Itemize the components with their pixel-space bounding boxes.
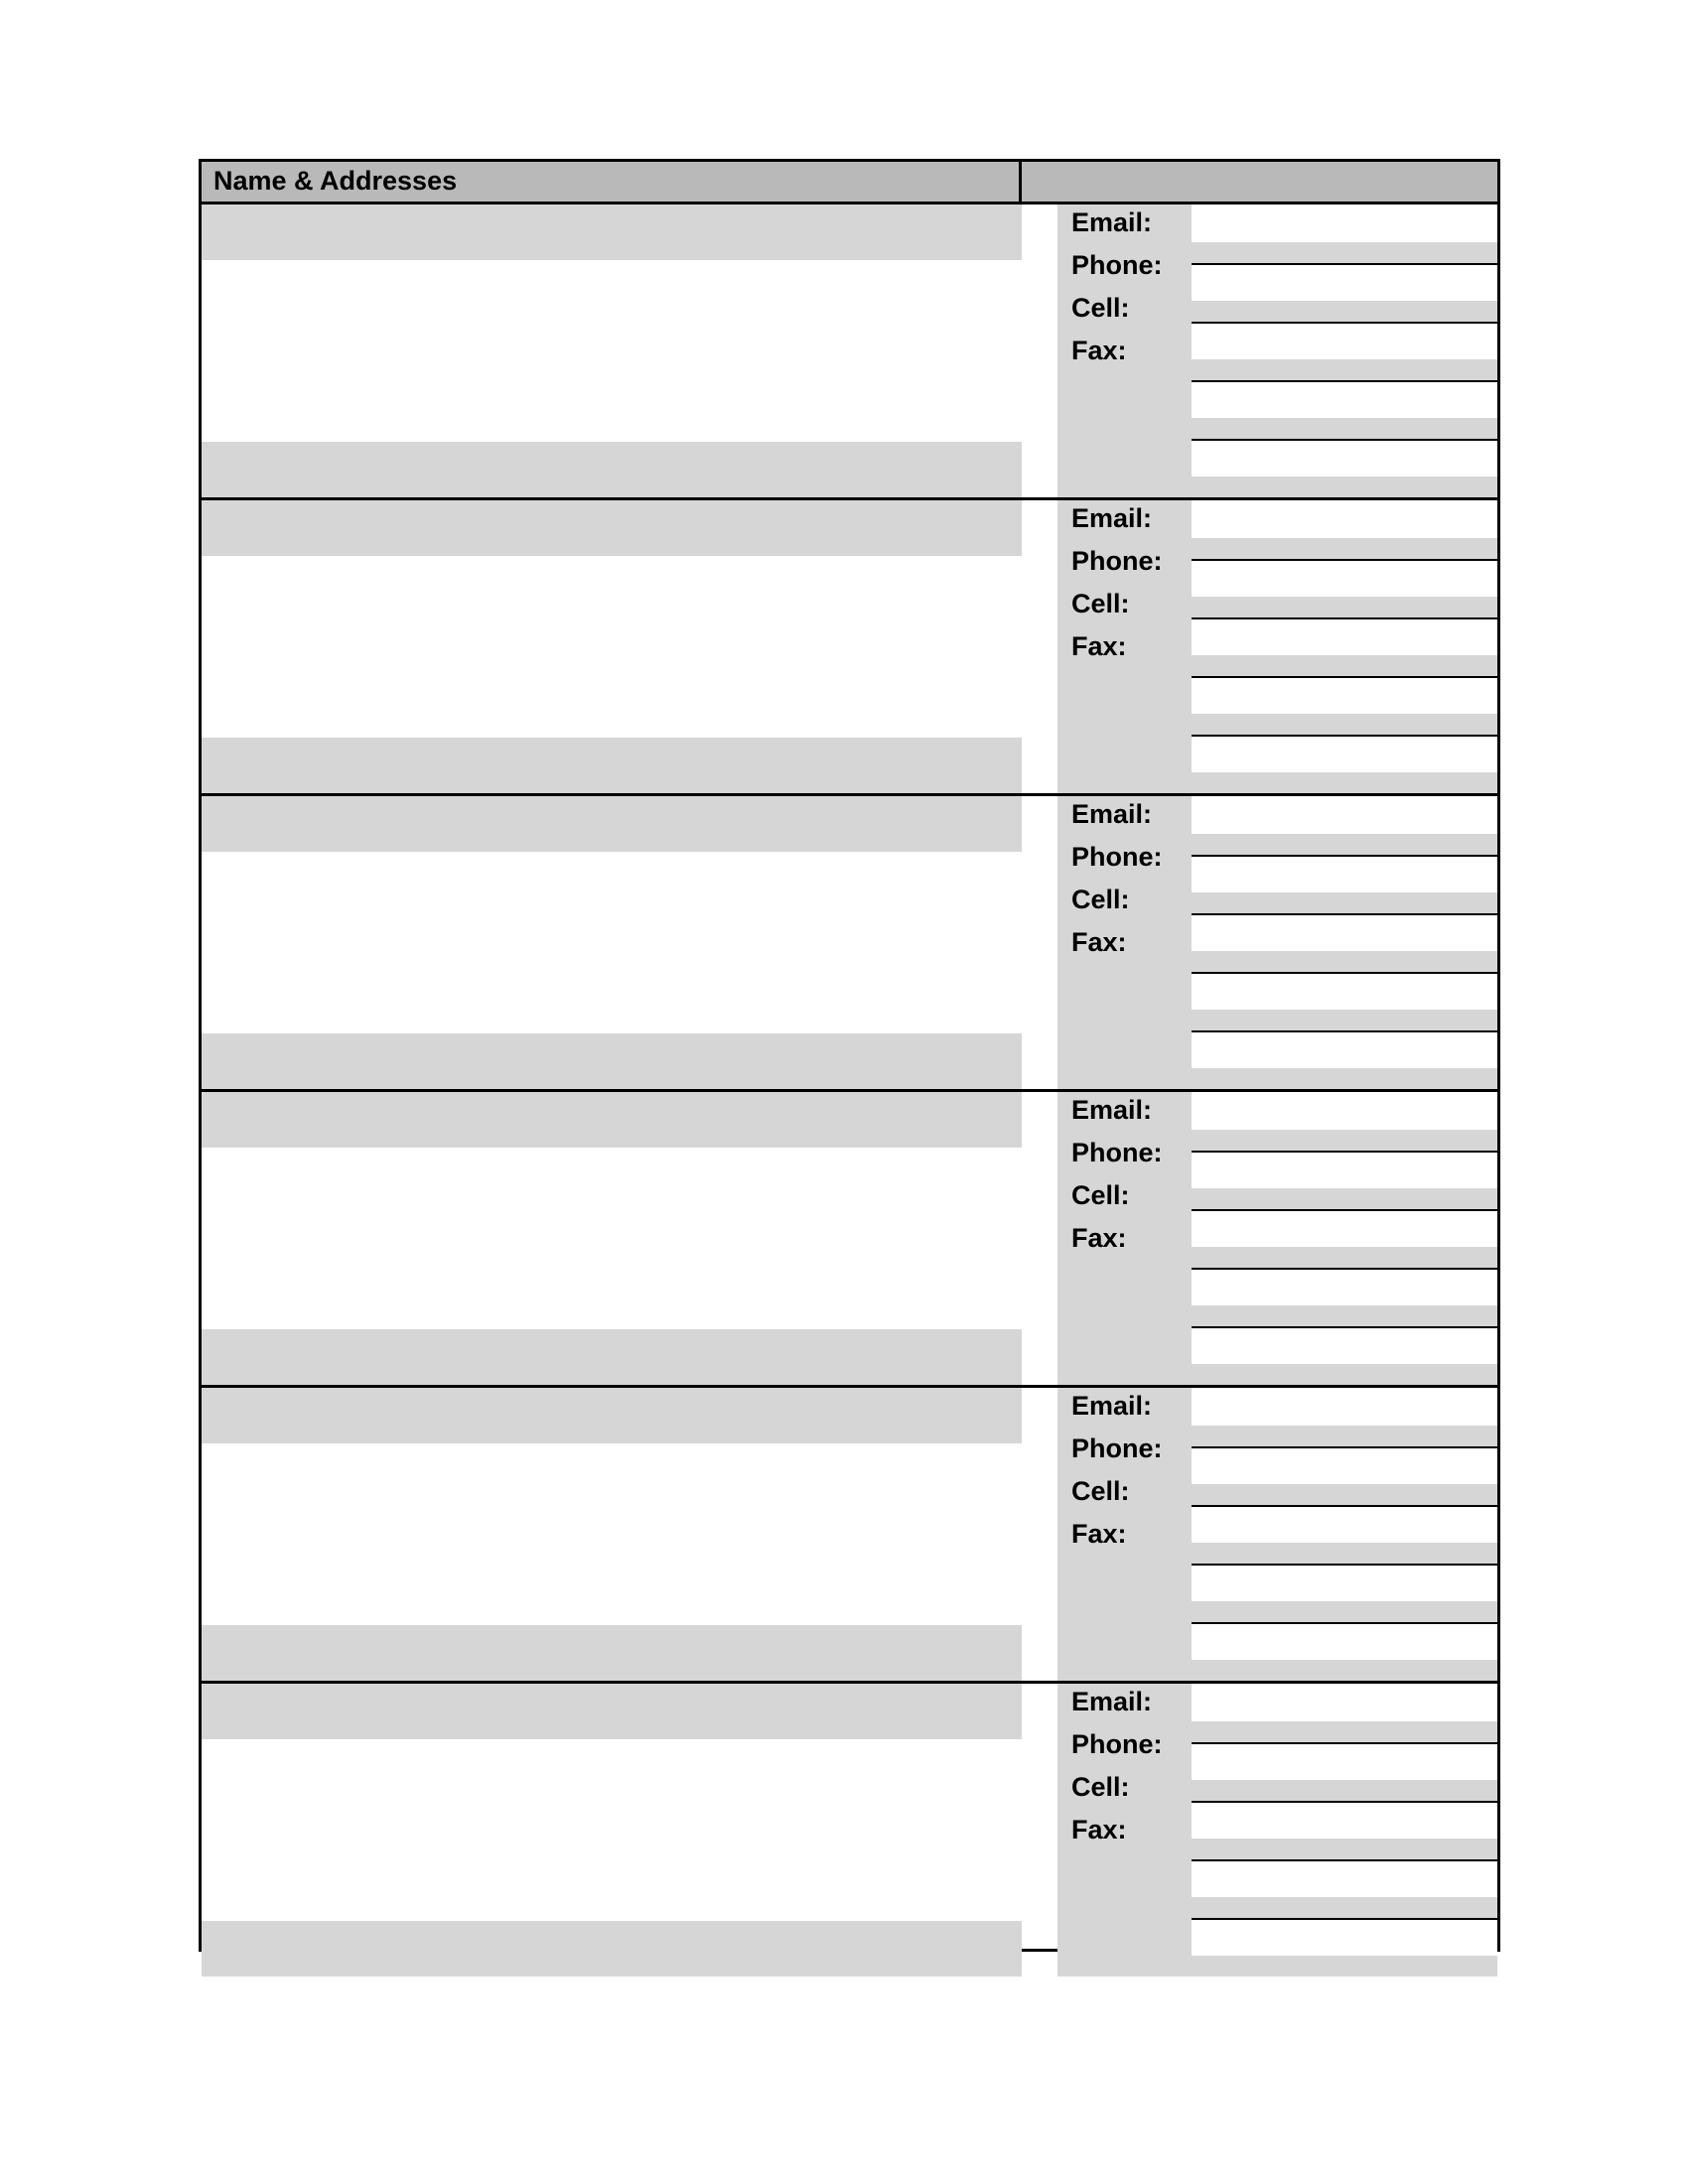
field-shading [1192, 1484, 1497, 1505]
field-shading [1192, 772, 1497, 793]
fax-input[interactable] [1192, 1268, 1497, 1305]
contact-fields [1192, 500, 1497, 793]
cell-field-row [1192, 1801, 1497, 1859]
contact-fields [1192, 1092, 1497, 1385]
contact-entry [202, 1684, 1497, 1977]
phone-input[interactable] [1192, 1446, 1497, 1484]
field-shading [1192, 1426, 1497, 1446]
fax-label: Fax: [1071, 336, 1127, 365]
fax-input[interactable] [1192, 1564, 1497, 1601]
email-label: Email: [1071, 1687, 1153, 1716]
cell-field-row [1192, 913, 1497, 972]
phone-field-row [1192, 1446, 1497, 1505]
contact-entry [202, 796, 1497, 1092]
email-field-row [1192, 796, 1497, 855]
phone-input[interactable] [1192, 1742, 1497, 1780]
field-shading [1192, 418, 1497, 439]
email-label: Email: [1071, 1391, 1153, 1421]
contact-entry [202, 500, 1497, 796]
name-field[interactable] [202, 205, 1022, 260]
field-shading [1192, 1130, 1497, 1151]
other-field-row [1192, 1326, 1497, 1385]
address-field[interactable] [202, 1329, 1022, 1385]
field-shading [1192, 1660, 1497, 1681]
cell-input[interactable] [1192, 1801, 1497, 1839]
fax-input[interactable] [1192, 1859, 1497, 1897]
email-label: Email: [1071, 207, 1153, 237]
cell-input[interactable] [1192, 322, 1497, 359]
phone-input[interactable] [1192, 855, 1497, 892]
field-shading [1192, 597, 1497, 617]
name-field[interactable] [202, 500, 1022, 556]
fax-field-row [1192, 676, 1497, 735]
email-field-row [1192, 1684, 1497, 1742]
phone-input[interactable] [1192, 263, 1497, 301]
phone-field-row [1192, 1742, 1497, 1801]
field-shading [1192, 655, 1497, 676]
fax-input[interactable] [1192, 972, 1497, 1010]
fax-field-row [1192, 1859, 1497, 1918]
fax-input[interactable] [1192, 380, 1497, 418]
field-shading [1192, 951, 1497, 972]
email-input[interactable] [1192, 205, 1497, 242]
field-shading [1192, 1780, 1497, 1801]
cell-label: Cell: [1071, 589, 1130, 618]
address-book-form [199, 159, 1500, 1952]
other-input[interactable] [1192, 439, 1497, 477]
cell-field-row [1192, 1505, 1497, 1564]
address-field[interactable] [202, 738, 1022, 793]
field-shading [1192, 1010, 1497, 1030]
fax-label: Fax: [1071, 927, 1127, 957]
phone-field-row [1192, 263, 1497, 322]
email-label: Email: [1071, 799, 1153, 829]
phone-label: Phone: [1071, 1138, 1163, 1167]
phone-field-row [1192, 855, 1497, 913]
phone-label: Phone: [1071, 250, 1163, 280]
phone-field-row [1192, 559, 1497, 617]
contact-fields [1192, 796, 1497, 1089]
cell-label: Cell: [1071, 1476, 1130, 1506]
email-field-row [1192, 1388, 1497, 1446]
field-shading [1192, 538, 1497, 559]
fax-label: Fax: [1071, 1519, 1127, 1549]
header-name-cell [202, 162, 1022, 202]
field-shading [1192, 1601, 1497, 1622]
fax-label: Fax: [1071, 1815, 1127, 1844]
address-field[interactable] [202, 1033, 1022, 1089]
other-field-row [1192, 439, 1497, 497]
fax-label: Fax: [1071, 1223, 1127, 1253]
address-field[interactable] [202, 442, 1022, 497]
phone-label: Phone: [1071, 546, 1163, 576]
field-shading [1192, 1364, 1497, 1385]
entries-list [202, 205, 1497, 1949]
email-input[interactable] [1192, 1684, 1497, 1721]
other-field-row [1192, 1030, 1497, 1089]
field-shading [1192, 477, 1497, 497]
field-shading [1192, 1247, 1497, 1268]
fax-label: Fax: [1071, 631, 1127, 661]
cell-field-row [1192, 322, 1497, 380]
field-shading [1192, 1188, 1497, 1209]
fax-input[interactable] [1192, 676, 1497, 714]
contact-fields [1192, 1684, 1497, 1977]
field-shading [1192, 714, 1497, 735]
field-shading [1192, 892, 1497, 913]
contact-entry [202, 205, 1497, 500]
other-input[interactable] [1192, 1918, 1497, 1956]
other-input[interactable] [1192, 735, 1497, 772]
other-field-row [1192, 735, 1497, 793]
cell-label: Cell: [1071, 293, 1130, 323]
name-field[interactable] [202, 796, 1022, 852]
phone-input[interactable] [1192, 559, 1497, 597]
contact-entry [202, 1388, 1497, 1684]
field-shading [1192, 1721, 1497, 1742]
field-shading [1192, 1305, 1497, 1326]
other-input[interactable] [1192, 1326, 1497, 1364]
name-field[interactable] [202, 1684, 1022, 1739]
name-field[interactable] [202, 1092, 1022, 1148]
cell-input[interactable] [1192, 1209, 1497, 1247]
cell-field-row [1192, 1209, 1497, 1268]
cell-input[interactable] [1192, 1505, 1497, 1543]
address-field[interactable] [202, 1921, 1022, 1977]
fax-field-row [1192, 1564, 1497, 1622]
other-input[interactable] [1192, 1030, 1497, 1068]
field-shading [1192, 1897, 1497, 1918]
email-input[interactable] [1192, 796, 1497, 834]
field-shading [1192, 1543, 1497, 1564]
field-shading [1192, 1956, 1497, 1977]
contact-entry [202, 1092, 1497, 1388]
email-field-row [1192, 205, 1497, 263]
fax-field-row [1192, 972, 1497, 1030]
cell-label: Cell: [1071, 885, 1130, 914]
phone-field-row [1192, 1151, 1497, 1209]
email-input[interactable] [1192, 500, 1497, 538]
email-label: Email: [1071, 1095, 1153, 1125]
field-shading [1192, 1068, 1497, 1089]
field-shading [1192, 359, 1497, 380]
phone-input[interactable] [1192, 1151, 1497, 1188]
email-input[interactable] [1192, 1388, 1497, 1426]
fax-field-row [1192, 1268, 1497, 1326]
field-shading [1192, 1839, 1497, 1859]
field-shading [1192, 301, 1497, 322]
other-field-row [1192, 1918, 1497, 1977]
other-field-row [1192, 1622, 1497, 1681]
email-input[interactable] [1192, 1092, 1497, 1130]
cell-input[interactable] [1192, 913, 1497, 951]
address-field[interactable] [202, 1625, 1022, 1681]
phone-label: Phone: [1071, 842, 1163, 872]
other-input[interactable] [1192, 1622, 1497, 1660]
cell-label: Cell: [1071, 1772, 1130, 1802]
contact-fields [1192, 205, 1497, 497]
phone-label: Phone: [1071, 1729, 1163, 1759]
cell-field-row [1192, 617, 1497, 676]
cell-input[interactable] [1192, 617, 1497, 655]
header-title: Name & Addresses [213, 166, 458, 196]
email-field-row [1192, 500, 1497, 559]
header-row [202, 162, 1497, 205]
field-shading [1192, 242, 1497, 263]
cell-label: Cell: [1071, 1180, 1130, 1210]
name-field[interactable] [202, 1388, 1022, 1443]
phone-label: Phone: [1071, 1433, 1163, 1463]
contact-fields [1192, 1388, 1497, 1681]
email-label: Email: [1071, 503, 1153, 533]
email-field-row [1192, 1092, 1497, 1151]
field-shading [1192, 834, 1497, 855]
fax-field-row [1192, 380, 1497, 439]
